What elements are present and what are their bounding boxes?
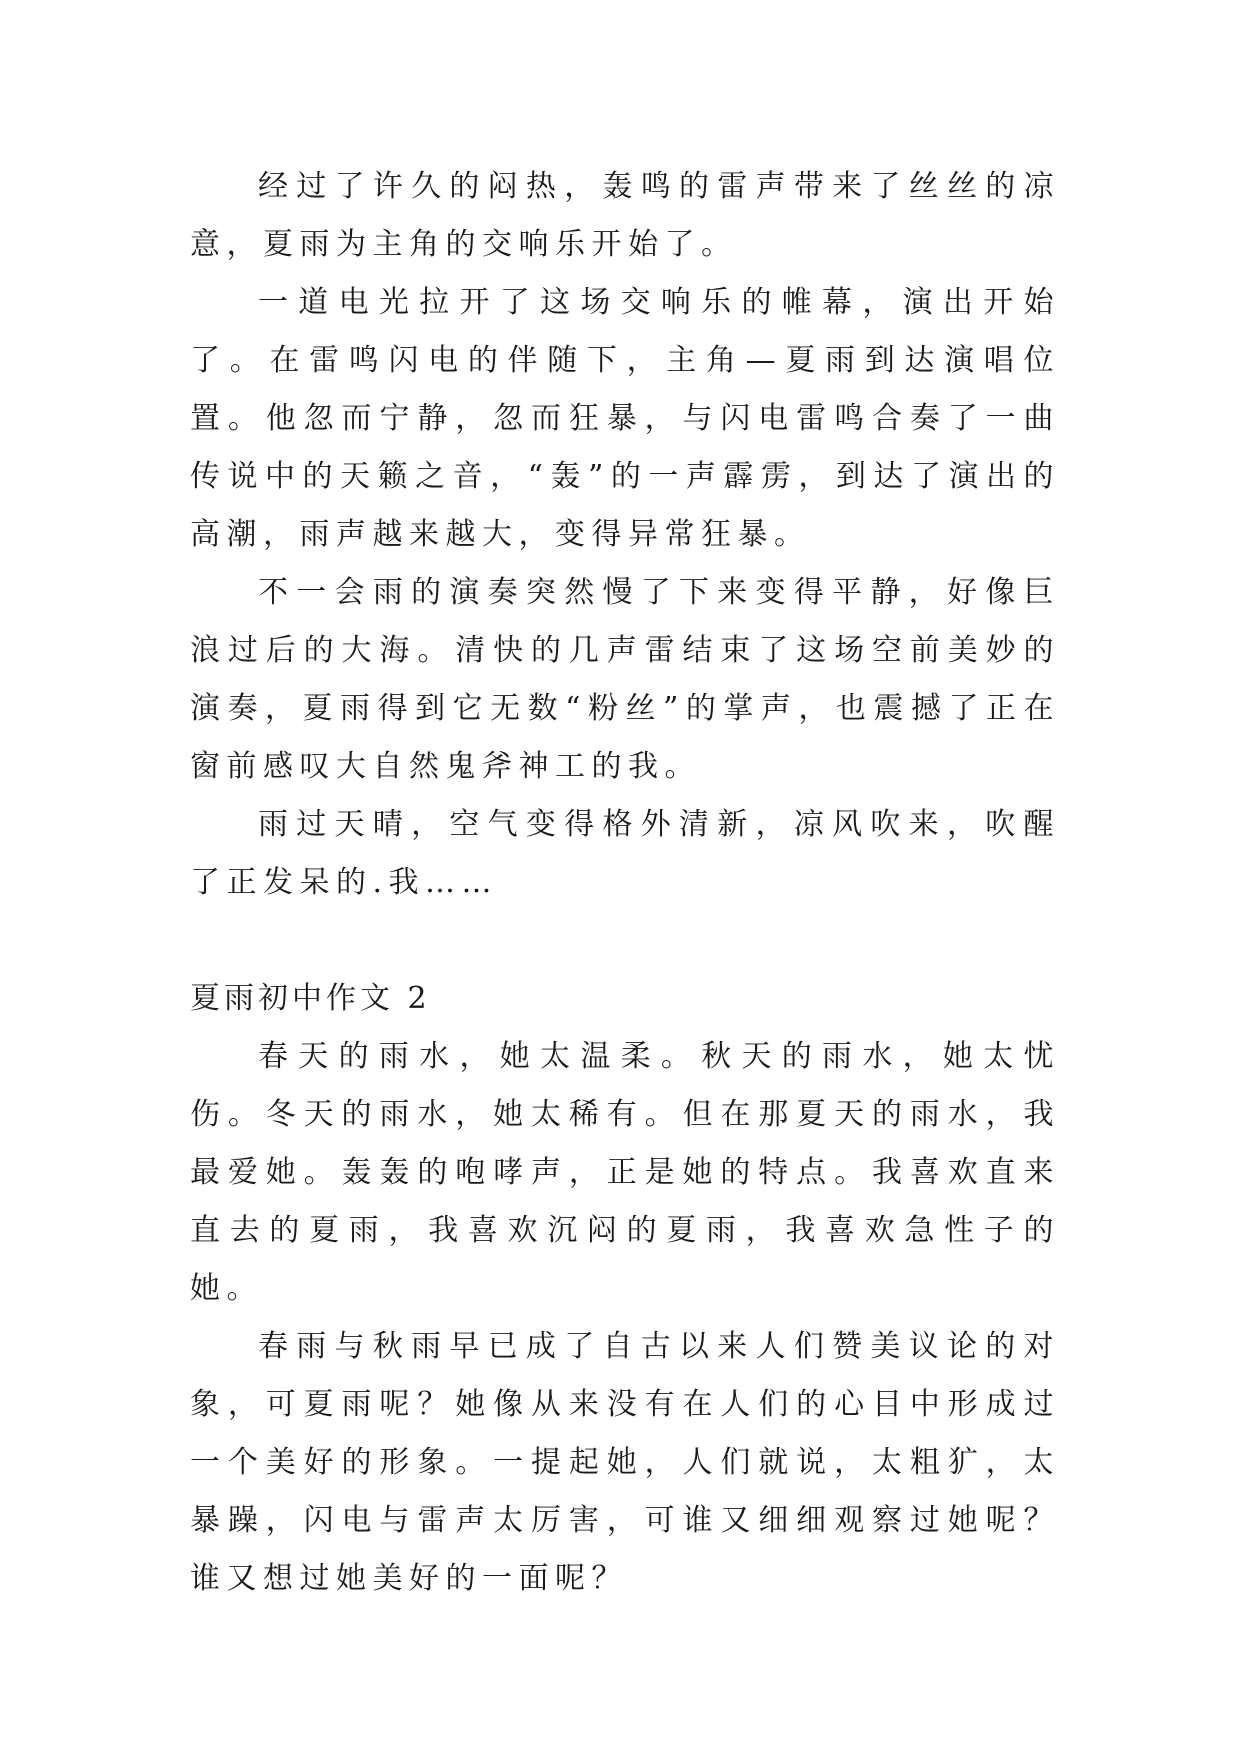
paragraph: 雨过天晴，空气变得格外清新，凉风吹来，吹醒了正发呆的.我……	[190, 807, 1060, 900]
paragraph: 经过了许久的闷热，轰鸣的雷声带来了丝丝的凉意，夏雨为主角的交响乐开始了。	[190, 169, 1060, 262]
paragraph: 春天的雨水，她太温柔。秋天的雨水，她太忧伤。冬天的雨水，她太稀有。但在那夏天的雨水，我最爱她。轰轰的咆哮声，正是她的特点。我喜欢直来直去的夏雨，我喜欢沉闷的夏雨，我喜欢急性子的她。	[190, 1039, 1060, 1306]
paragraph: 春雨与秋雨早已成了自古以来人们赞美议论的对象，可夏雨呢？她像从来没有在人们的心目中形成过一个美好的形象。一提起她，人们就说，太粗犷，太暴躁，闪电与雷声太厉害，可谁又细细观察过她呢？谁又想过她美好的一面呢？	[190, 1329, 1060, 1596]
paragraph: 不一会雨的演奏突然慢了下来变得平静，好像巨浪过后的大海。清快的几声雷结束了这场空前美妙的演奏，夏雨得到它无数“粉丝”的掌声，也震撼了正在窗前感叹大自然鬼斧神工的我。	[190, 575, 1060, 784]
section-spacer	[190, 912, 1060, 970]
paragraph: 一道电光拉开了这场交响乐的帷幕，演出开始了。在雷鸣闪电的伴随下，主角—夏雨到达演唱位置。他忽而宁静，忽而狂暴，与闪电雷鸣合奏了一曲传说中的天籁之音，“轰”的一声霹雳，到达了演出的高潮，雨声越来越大，变得异常狂暴。	[190, 285, 1060, 552]
section-heading: 夏雨初中作文 2	[190, 981, 431, 1016]
document-body	[190, 158, 1060, 1608]
